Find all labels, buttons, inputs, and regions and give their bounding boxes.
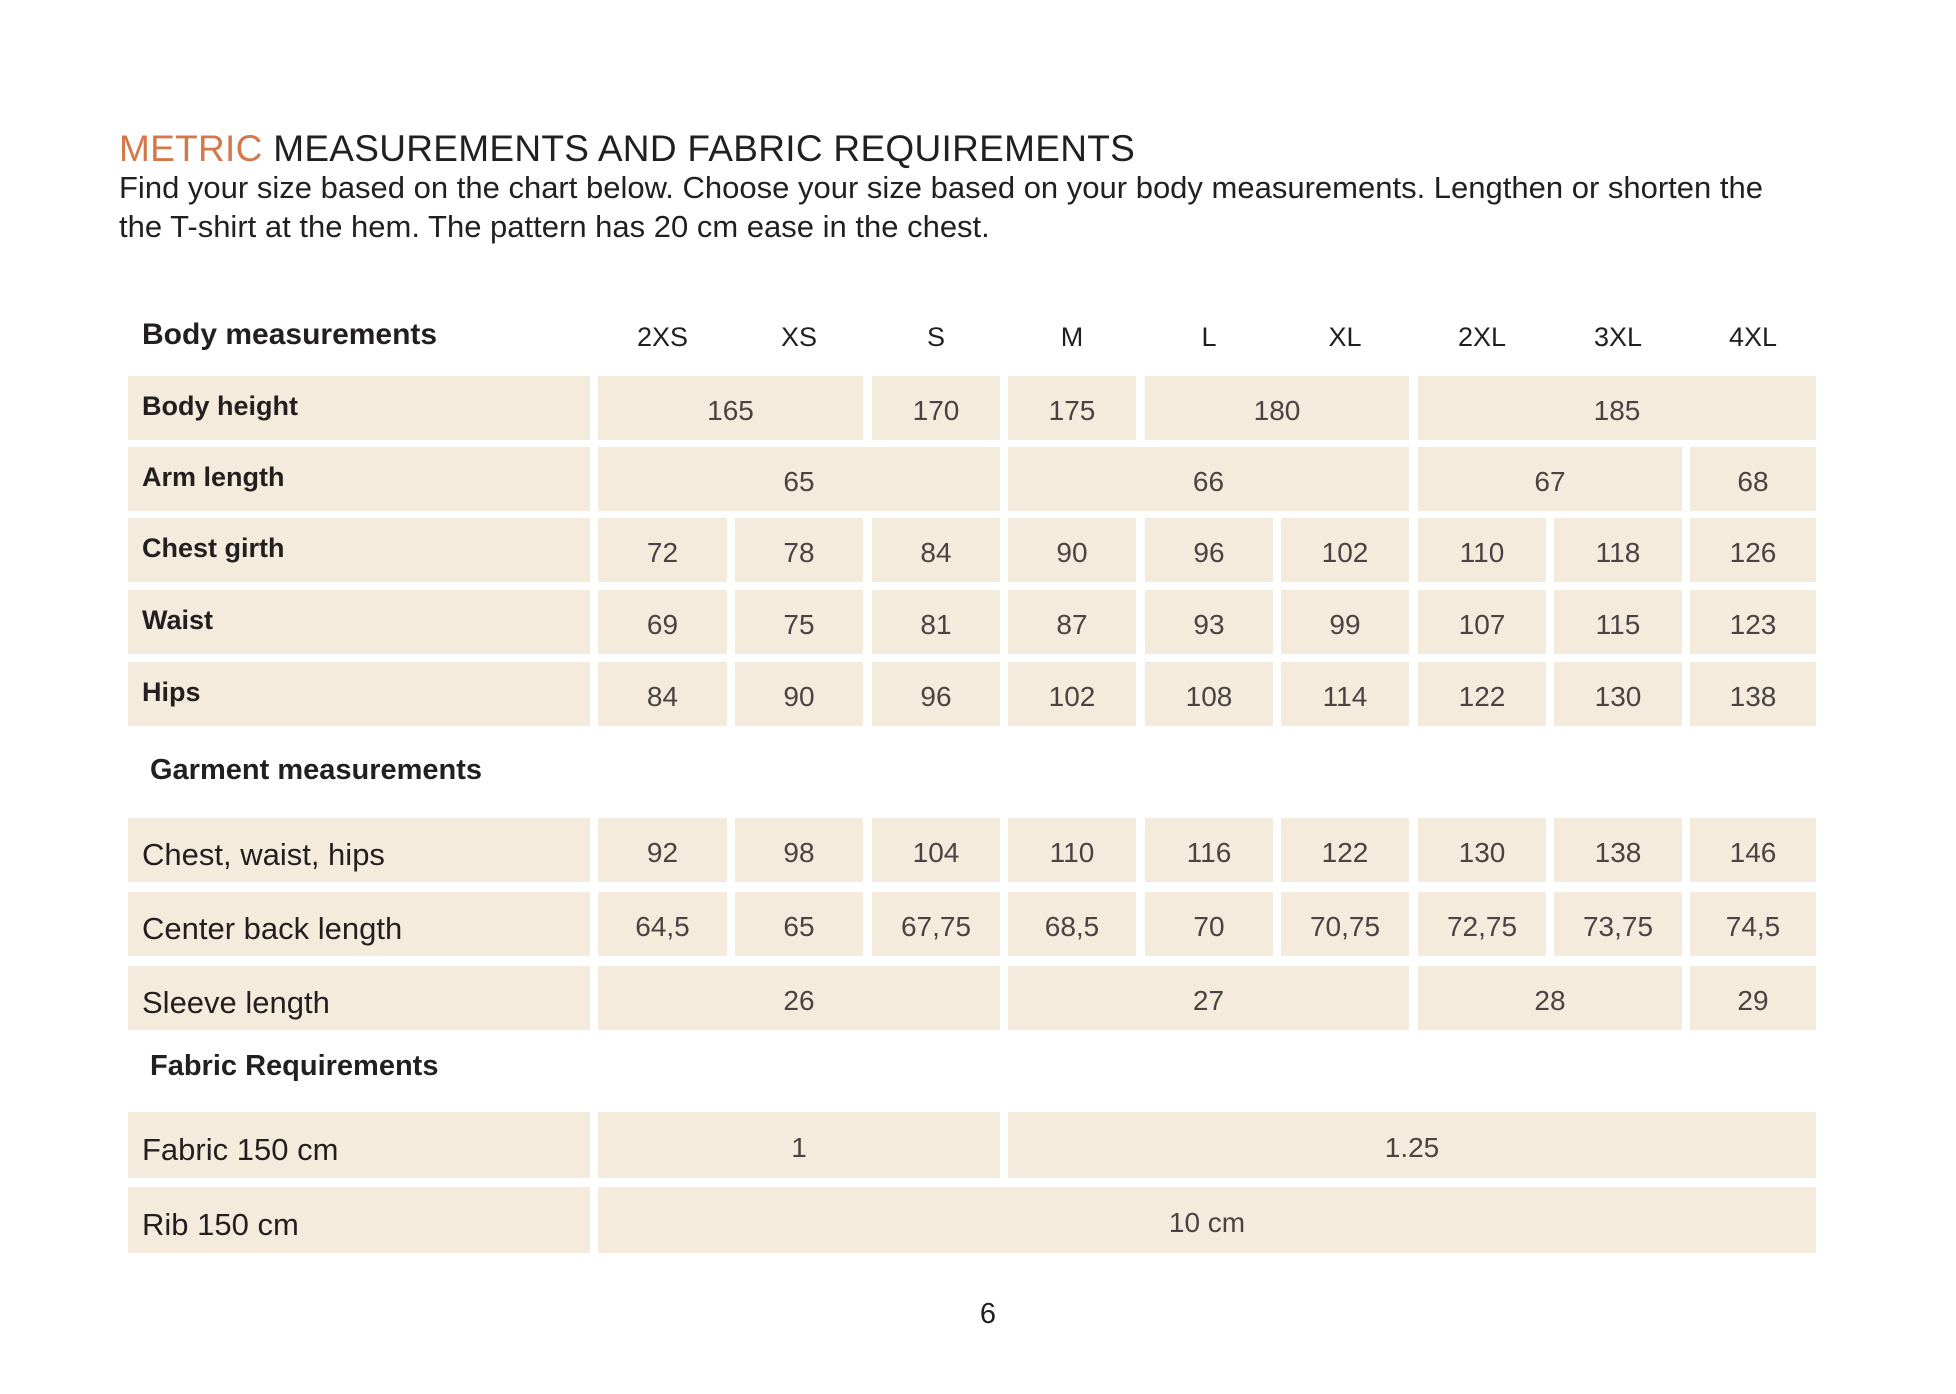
table-cell: 26 — [598, 966, 1000, 1030]
table-cell: 114 — [1281, 662, 1409, 726]
table-cell: 130 — [1554, 662, 1682, 726]
row-label: Chest girth — [128, 518, 590, 582]
table-cell: 96 — [1145, 518, 1273, 582]
size-header-2xs: 2XS — [636, 322, 689, 352]
table-cell: 118 — [1554, 518, 1682, 582]
table-cell: 123 — [1690, 590, 1816, 654]
row-label: Sleeve length — [128, 966, 590, 1030]
size-header-xl: XL — [1328, 322, 1362, 352]
table-cell: 185 — [1418, 376, 1816, 440]
table-cell: 68,5 — [1008, 892, 1136, 956]
table-cell: 81 — [872, 590, 1000, 654]
table-cell: 67,75 — [872, 892, 1000, 956]
table-cell: 130 — [1418, 818, 1546, 882]
size-header-3xl: 3XL — [1593, 322, 1643, 352]
table-cell: 146 — [1690, 818, 1816, 882]
row-label: Arm length — [128, 447, 590, 511]
table-cell: 104 — [872, 818, 1000, 882]
page-number: 6 — [979, 1298, 997, 1330]
table-cell: 72 — [598, 518, 727, 582]
table-cell: 67 — [1418, 447, 1682, 511]
table-cell: 65 — [598, 447, 1000, 511]
row-label: Body height — [128, 376, 590, 440]
table-cell: 84 — [872, 518, 1000, 582]
table-cell: 87 — [1008, 590, 1136, 654]
size-header-m: M — [1060, 322, 1084, 352]
table-cell: 10 cm — [598, 1187, 1816, 1253]
intro-text — [119, 168, 1879, 246]
table-cell: 122 — [1418, 662, 1546, 726]
table-cell: 27 — [1008, 966, 1409, 1030]
size-header-4xl: 4XL — [1728, 322, 1778, 352]
row-label: Waist — [128, 590, 590, 654]
table-cell: 110 — [1418, 518, 1546, 582]
table-cell: 98 — [735, 818, 863, 882]
table-cell: 75 — [735, 590, 863, 654]
table-cell: 110 — [1008, 818, 1136, 882]
table-cell: 90 — [735, 662, 863, 726]
table-cell: 74,5 — [1690, 892, 1816, 956]
size-header-xs: XS — [780, 322, 818, 352]
table-cell: 1 — [598, 1112, 1000, 1178]
table-cell: 102 — [1281, 518, 1409, 582]
section-title-garment: Garment measurements — [150, 754, 483, 786]
table-cell: 70 — [1145, 892, 1273, 956]
table-cell: 69 — [598, 590, 727, 654]
table-cell: 180 — [1145, 376, 1409, 440]
table-cell: 108 — [1145, 662, 1273, 726]
table-cell: 107 — [1418, 590, 1546, 654]
table-cell: 138 — [1554, 818, 1682, 882]
row-label: Fabric 150 cm — [128, 1112, 590, 1178]
table-cell: 102 — [1008, 662, 1136, 726]
table-cell: 90 — [1008, 518, 1136, 582]
table-cell: 99 — [1281, 590, 1409, 654]
section-title-fabric: Fabric Requirements — [150, 1050, 439, 1082]
size-header-s: S — [926, 322, 945, 352]
title-accent: METRIC — [119, 128, 263, 169]
row-label: Rib 150 cm — [128, 1187, 590, 1253]
table-cell: 78 — [735, 518, 863, 582]
table-cell: 138 — [1690, 662, 1816, 726]
table-cell: 29 — [1690, 966, 1816, 1030]
table-cell: 73,75 — [1554, 892, 1682, 956]
table-cell: 92 — [598, 818, 727, 882]
table-cell: 64,5 — [598, 892, 727, 956]
table-cell: 122 — [1281, 818, 1409, 882]
size-header-2xl: 2XL — [1457, 322, 1507, 352]
size-header-l: L — [1201, 322, 1217, 352]
table-cell: 68 — [1690, 447, 1816, 511]
table-cell: 28 — [1418, 966, 1682, 1030]
table-cell: 66 — [1008, 447, 1409, 511]
row-label: Chest, waist, hips — [128, 818, 590, 882]
row-label: Center back length — [128, 892, 590, 956]
table-cell: 1.25 — [1008, 1112, 1816, 1178]
table-cell: 115 — [1554, 590, 1682, 654]
table-cell: 70,75 — [1281, 892, 1409, 956]
table-cell: 126 — [1690, 518, 1816, 582]
title-rest: MEASUREMENTS AND FABRIC REQUIREMENTS — [262, 128, 1136, 169]
table-cell: 96 — [872, 662, 1000, 726]
table-cell: 84 — [598, 662, 727, 726]
intro-line-1: Find your size based on the chart below. Choose your size based on your body measurements. Lengthen or shorten the — [119, 170, 1763, 205]
table-cell: 116 — [1145, 818, 1273, 882]
intro-line-2: the T-shirt at the hem. The pattern has 20 cm ease in the chest. — [119, 209, 990, 244]
page-title — [119, 124, 1135, 174]
table-cell: 93 — [1145, 590, 1273, 654]
table-cell: 175 — [1008, 376, 1136, 440]
table-cell: 72,75 — [1418, 892, 1546, 956]
table-cell: 170 — [872, 376, 1000, 440]
table-cell: 165 — [598, 376, 863, 440]
row-label: Hips — [128, 662, 590, 726]
table-cell: 65 — [735, 892, 863, 956]
header-label: Body measurements — [142, 318, 438, 351]
